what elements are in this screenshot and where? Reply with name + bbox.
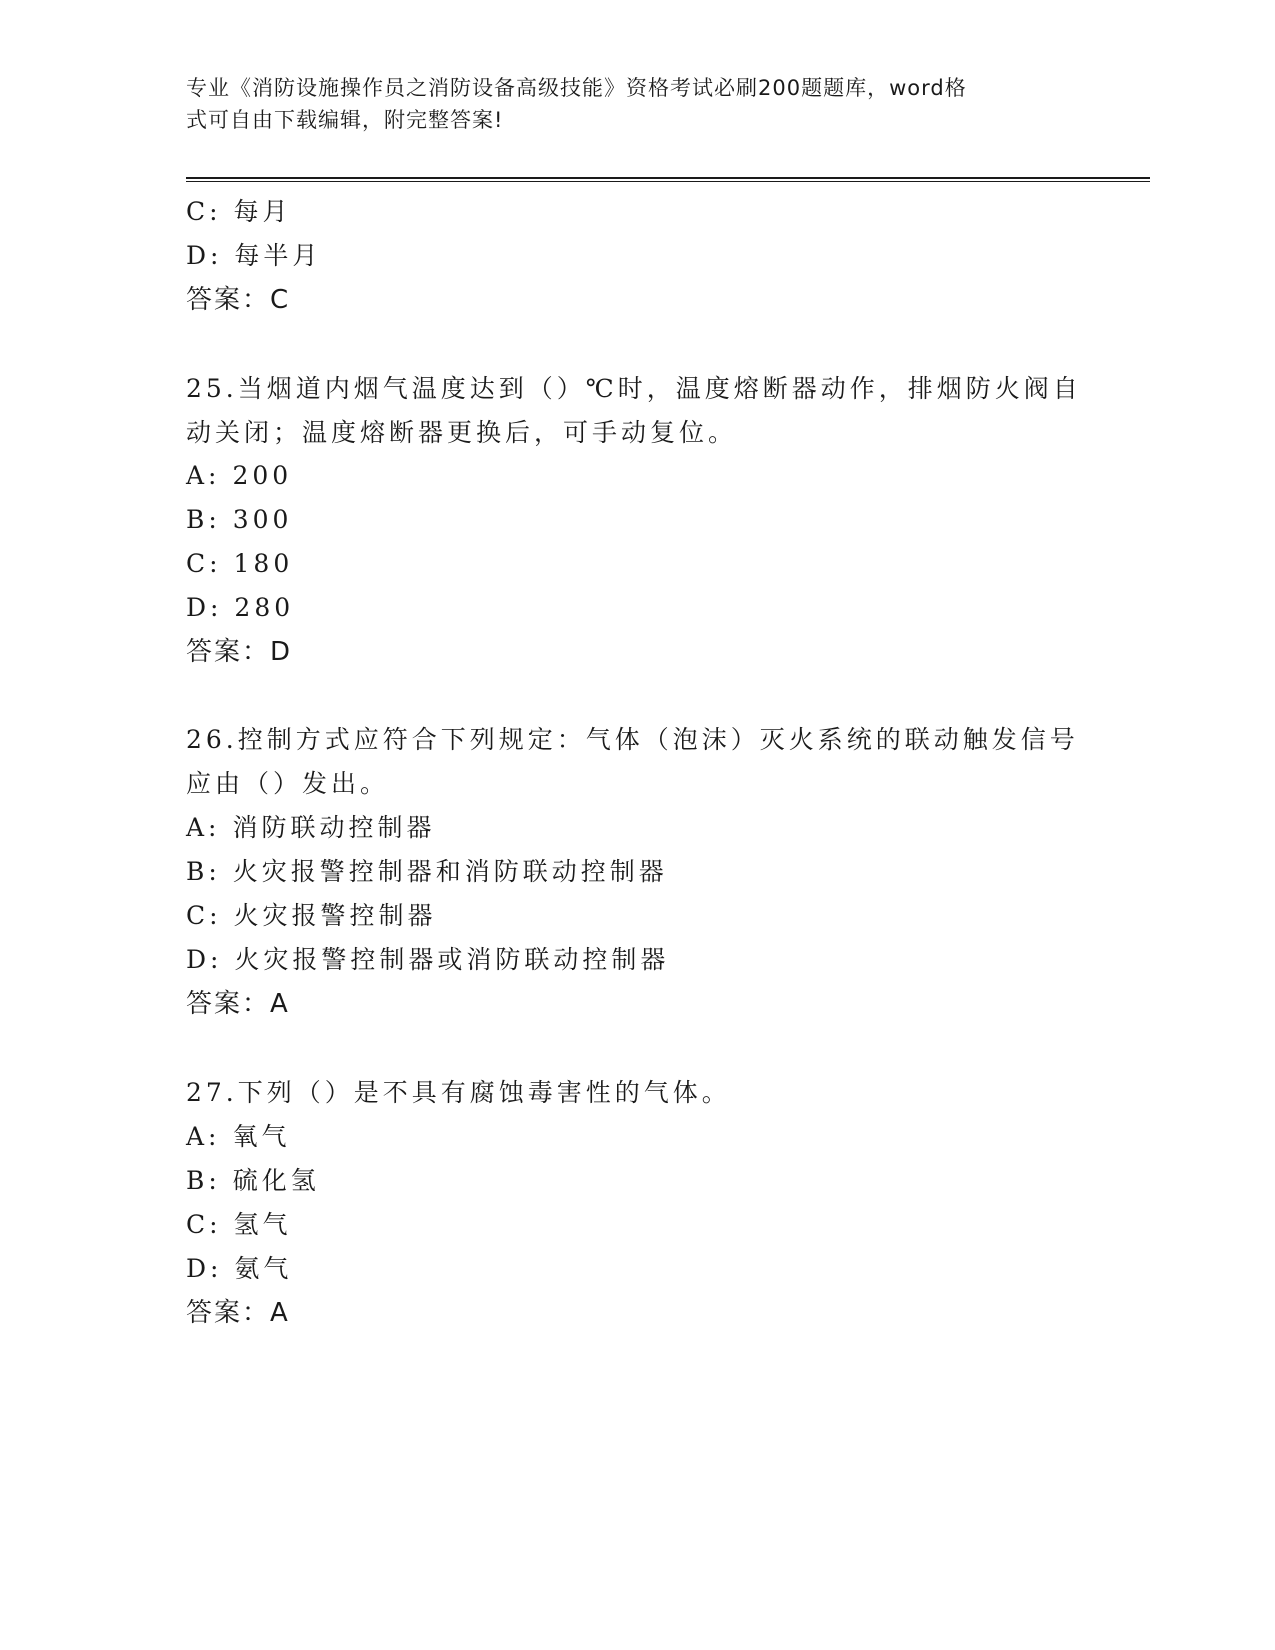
option-row [186,901,437,931]
answer-line: 答案：A [186,1298,290,1328]
option-key: B: [186,505,221,534]
option-text: 消防联动控制器 [232,813,436,842]
option-row [186,593,294,623]
option-row [186,813,435,843]
question-stem-line: 动关闭；温度熔断器更换后，可手动复位。 [186,418,738,447]
question-stem-line: 25.当烟道内烟气温度达到（）℃时，温度熔断器动作，排烟防火阀自 [186,374,1082,403]
option-key: C: [186,1210,222,1239]
option-text: 300 [232,505,293,534]
option-text: 280 [234,593,295,622]
option-row [186,461,292,491]
answer-line: 答案：D [186,637,293,667]
option-text: 氢气 [233,1210,292,1239]
option-text: 火灾报警控制器或消防联动控制器 [234,945,670,974]
option-text: 氧气 [232,1122,291,1151]
option-text: 每半月 [234,241,322,270]
option-text: 每月 [233,197,292,226]
option-row [186,1122,290,1152]
option-row [186,241,321,271]
option-key: B: [186,1166,221,1195]
option-key: D: [186,241,223,270]
question-stem-line: 应由（）发出。 [186,769,390,798]
option-key: A: [186,461,221,490]
option-row [186,1166,320,1196]
option-key: D: [186,945,223,974]
document-header [186,72,1066,136]
option-key: C: [186,901,222,930]
header-title-line-2: 式可自由下载编辑，附完整答案! [186,108,504,132]
header-divider-thick [186,177,1150,179]
option-row [186,1254,292,1284]
answer-line: 答案：C [186,285,291,315]
option-key: A: [186,813,221,842]
option-key: C: [186,549,222,578]
option-text: 火灾报警控制器和消防联动控制器 [232,857,668,886]
option-row [186,197,292,227]
option-row [186,857,668,887]
option-row [186,1210,292,1240]
option-text: 氨气 [234,1254,293,1283]
answer-line: 答案：A [186,989,290,1019]
option-key: D: [186,1254,223,1283]
option-key: A: [186,1122,221,1151]
option-text: 火灾报警控制器 [233,901,437,930]
option-key: C: [186,197,222,226]
header-title-line-1: 专业《消防设施操作员之消防设备高级技能》资格考试必刷200题题库，word格 [186,76,967,100]
question-stem-line: 27.下列（）是不具有腐蚀毒害性的气体。 [186,1078,731,1107]
question-stem-line: 26.控制方式应符合下列规定：气体（泡沫）灭火系统的联动触发信号 [186,725,1079,754]
option-text: 硫化氢 [232,1166,320,1195]
option-key: B: [186,857,221,886]
option-row [186,549,293,579]
option-row [186,505,292,535]
header-divider-thin [186,181,1150,182]
option-text: 200 [232,461,293,490]
option-text: 180 [233,549,294,578]
option-key: D: [186,593,223,622]
option-row [186,945,669,975]
